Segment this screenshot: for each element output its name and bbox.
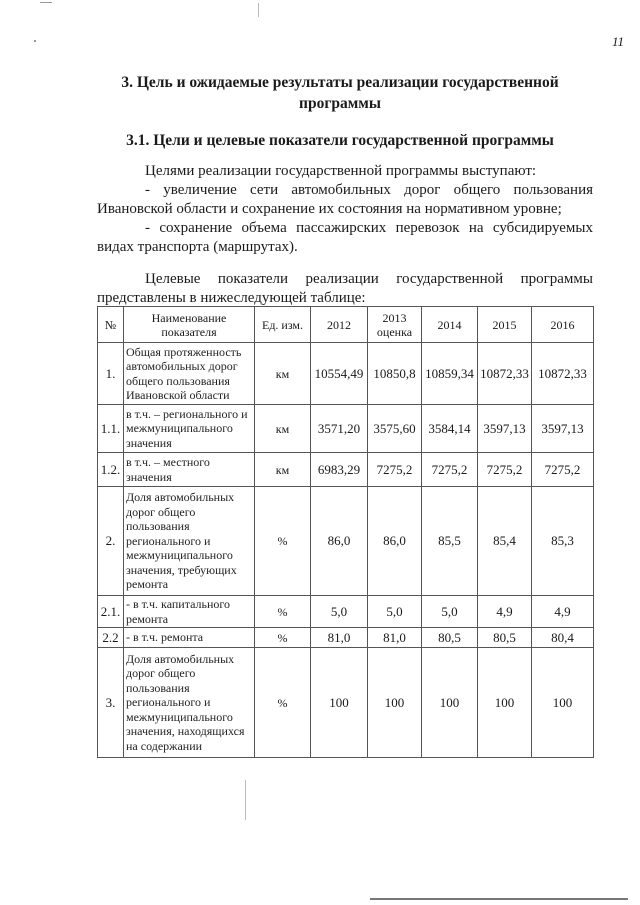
table-row <box>98 487 594 596</box>
table-row <box>98 596 594 628</box>
row-number: 2.1. <box>98 596 124 628</box>
indicator-name: Доля автомобильных дорог общего пользования регионального и межмуниципального значения, находящихся на содержании <box>124 648 255 758</box>
row-number: 1. <box>98 343 124 405</box>
value-2014: 10859,34 <box>422 343 478 405</box>
table-intro-paragraph <box>97 270 593 308</box>
value-2014: 85,5 <box>422 487 478 596</box>
value-2015: 4,9 <box>478 596 532 628</box>
value-2013: 5,0 <box>368 596 422 628</box>
unit: км <box>255 405 311 453</box>
value-2014: 3584,14 <box>422 405 478 453</box>
header-year-2012: 2012 <box>311 307 368 343</box>
table-row <box>98 648 594 758</box>
value-2012: 100 <box>311 648 368 758</box>
value-2016: 85,3 <box>532 487 594 596</box>
value-2012: 6983,29 <box>311 453 368 487</box>
indicator-name: Общая протяженность автомобильных дорог общего пользования Ивановской области <box>124 343 255 405</box>
value-2014: 5,0 <box>422 596 478 628</box>
scan-artifact <box>370 898 628 900</box>
goals-paragraph <box>97 162 593 257</box>
value-2016: 100 <box>532 648 594 758</box>
row-number: 2.2 <box>98 628 124 648</box>
table-header-row <box>98 307 594 343</box>
value-2014: 100 <box>422 648 478 758</box>
value-2013: 100 <box>368 648 422 758</box>
value-2013: 86,0 <box>368 487 422 596</box>
goal-item: - увеличение сети автомобильных дорог общего пользования Ивановской области и сохранение их состояния на нормативном уровне; <box>97 182 593 217</box>
unit: км <box>255 453 311 487</box>
scan-artifact <box>40 2 52 3</box>
indicator-name: - в т.ч. капитального ремонта <box>124 596 255 628</box>
unit: км <box>255 343 311 405</box>
value-2013: 3575,60 <box>368 405 422 453</box>
row-number: 3. <box>98 648 124 758</box>
value-2015: 80,5 <box>478 628 532 648</box>
value-2012: 81,0 <box>311 628 368 648</box>
header-year-2015: 2015 <box>478 307 532 343</box>
value-2013: 81,0 <box>368 628 422 648</box>
unit: % <box>255 648 311 758</box>
scan-artifact <box>245 780 246 820</box>
header-number: № <box>98 307 124 343</box>
value-2016: 7275,2 <box>532 453 594 487</box>
value-2012: 10554,49 <box>311 343 368 405</box>
section-heading <box>90 72 590 114</box>
indicator-name: в т.ч. – регионального и межмуниципального значения <box>124 405 255 453</box>
row-number: 1.1. <box>98 405 124 453</box>
value-2016: 80,4 <box>532 628 594 648</box>
value-2014: 80,5 <box>422 628 478 648</box>
section-heading-line: программы <box>299 95 381 112</box>
page-number: 11 <box>612 34 625 49</box>
scan-artifact <box>258 3 259 17</box>
header-year-2013: 2013 оценка <box>368 307 422 343</box>
value-2016: 3597,13 <box>532 405 594 453</box>
value-2015: 85,4 <box>478 487 532 596</box>
row-number: 2. <box>98 487 124 596</box>
row-number: 1.2. <box>98 453 124 487</box>
section-heading-line: 3. Цель и ожидаемые результаты реализации государственной <box>121 74 559 91</box>
table-row <box>98 405 594 453</box>
table-row <box>98 628 594 648</box>
value-2015: 3597,13 <box>478 405 532 453</box>
table-intro: Целевые показатели реализации государственной программы представлены в нижеследующей таблице: <box>97 271 593 306</box>
value-2016: 10872,33 <box>532 343 594 405</box>
value-2015: 7275,2 <box>478 453 532 487</box>
unit: % <box>255 628 311 648</box>
subsection-heading: 3.1. Цели и целевые показатели государственной программы <box>126 132 554 149</box>
value-2012: 5,0 <box>311 596 368 628</box>
indicator-name: Доля автомобильных дорог общего пользования регионального и межмуниципального значения, требующих ремонта <box>124 487 255 596</box>
value-2012: 3571,20 <box>311 405 368 453</box>
indicator-name: - в т.ч. ремонта <box>124 628 255 648</box>
header-unit: Ед. изм. <box>255 307 311 343</box>
value-2013: 10850,8 <box>368 343 422 405</box>
target-indicators-table <box>97 306 594 758</box>
value-2015: 100 <box>478 648 532 758</box>
goal-item: - сохранение объема пассажирских перевозок на субсидируемых видах транспорта (маршрутах). <box>97 220 593 255</box>
table-row <box>98 453 594 487</box>
indicator-name: в т.ч. – местного значения <box>124 453 255 487</box>
value-2013: 7275,2 <box>368 453 422 487</box>
unit: % <box>255 487 311 596</box>
value-2016: 4,9 <box>532 596 594 628</box>
scan-artifact <box>34 40 36 42</box>
value-2015: 10872,33 <box>478 343 532 405</box>
goals-intro: Целями реализации государственной программы выступают: <box>145 163 537 179</box>
value-2014: 7275,2 <box>422 453 478 487</box>
header-year-2016: 2016 <box>532 307 594 343</box>
header-year-2014: 2014 <box>422 307 478 343</box>
table-row <box>98 343 594 405</box>
header-indicator-name: Наименование показателя <box>124 307 255 343</box>
value-2012: 86,0 <box>311 487 368 596</box>
unit: % <box>255 596 311 628</box>
